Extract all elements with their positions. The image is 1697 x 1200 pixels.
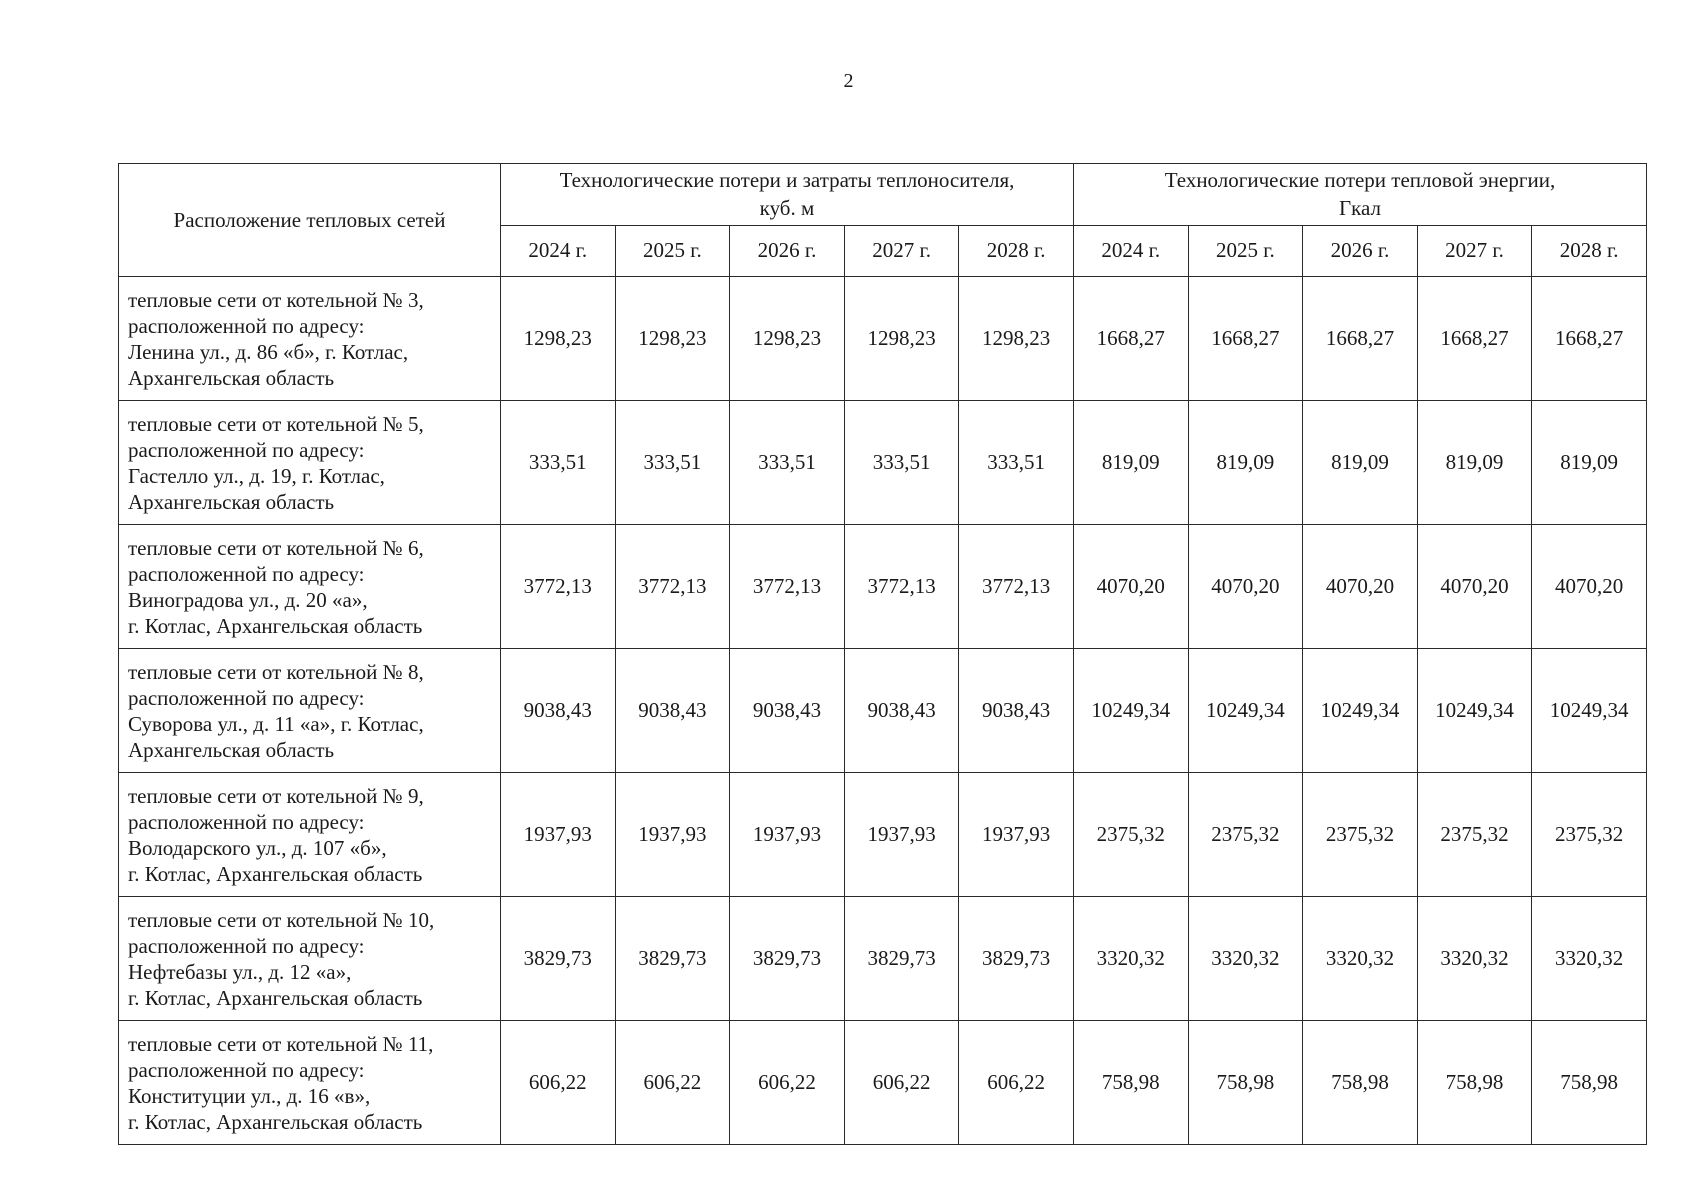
coolant-value-cell: 3829,73 [844, 897, 959, 1021]
coolant-value-cell: 1298,23 [959, 277, 1074, 401]
coolant-year-header: 2027 г. [844, 225, 959, 276]
coolant-value-cell: 1937,93 [959, 773, 1074, 897]
location-line: расположенной по адресу: [128, 437, 365, 462]
table-body [119, 277, 1647, 1145]
location-cell [119, 277, 501, 401]
heat-value-cell: 819,09 [1532, 401, 1647, 525]
heat-value-cell: 4070,20 [1188, 525, 1303, 649]
location-line: тепловые сети от котельной № 11, [128, 1031, 434, 1056]
table-row [119, 649, 1647, 773]
coolant-year-header: 2026 г. [730, 225, 845, 276]
coolant-value-cell: 9038,43 [501, 649, 616, 773]
heat-value-cell: 819,09 [1188, 401, 1303, 525]
location-line: Нефтебазы ул., д. 12 «а», [128, 959, 352, 984]
heat-losses-header [1073, 164, 1646, 226]
location-line: тепловые сети от котельной № 8, [128, 659, 424, 684]
coolant-value-cell: 3829,73 [730, 897, 845, 1021]
coolant-value-cell: 3829,73 [959, 897, 1074, 1021]
heat-value-cell: 1668,27 [1303, 277, 1418, 401]
heat-year-header: 2025 г. [1188, 225, 1303, 276]
location-line: тепловые сети от котельной № 9, [128, 783, 424, 808]
coolant-value-cell: 3772,13 [730, 525, 845, 649]
coolant-value-cell: 1298,23 [730, 277, 845, 401]
coolant-value-cell: 3772,13 [844, 525, 959, 649]
heat-value-cell: 4070,20 [1303, 525, 1418, 649]
heat-value-cell: 819,09 [1417, 401, 1532, 525]
heat-losses-header-line-1: Технологические потери тепловой энергии, [1164, 168, 1556, 193]
coolant-value-cell: 9038,43 [730, 649, 845, 773]
heat-value-cell: 4070,20 [1073, 525, 1188, 649]
heat-value-cell: 4070,20 [1417, 525, 1532, 649]
location-line: тепловые сети от котельной № 10, [128, 907, 435, 932]
coolant-value-cell: 9038,43 [844, 649, 959, 773]
location-line: расположенной по адресу: [128, 313, 365, 338]
coolant-value-cell: 1937,93 [615, 773, 730, 897]
coolant-value-cell: 1937,93 [501, 773, 616, 897]
coolant-value-cell: 606,22 [501, 1021, 616, 1145]
location-cell [119, 773, 501, 897]
heat-value-cell: 10249,34 [1188, 649, 1303, 773]
heat-value-cell: 758,98 [1417, 1021, 1532, 1145]
coolant-value-cell: 9038,43 [959, 649, 1074, 773]
heat-value-cell: 1668,27 [1532, 277, 1647, 401]
location-line: расположенной по адресу: [128, 685, 365, 710]
location-line: тепловые сети от котельной № 6, [128, 535, 424, 560]
location-line: г. Котлас, Архангельская область [128, 985, 423, 1010]
location-line: Володарского ул., д. 107 «б», [128, 835, 387, 860]
coolant-year-header: 2025 г. [615, 225, 730, 276]
coolant-value-cell: 1937,93 [844, 773, 959, 897]
coolant-value-cell: 333,51 [844, 401, 959, 525]
table-row [119, 401, 1647, 525]
location-cell [119, 1021, 501, 1145]
coolant-value-cell: 1298,23 [615, 277, 730, 401]
heat-value-cell: 3320,32 [1303, 897, 1418, 1021]
location-cell [119, 649, 501, 773]
heat-value-cell: 2375,32 [1188, 773, 1303, 897]
heat-year-header: 2027 г. [1417, 225, 1532, 276]
heat-value-cell: 2375,32 [1073, 773, 1188, 897]
location-line: г. Котлас, Архангельская область [128, 861, 423, 886]
coolant-value-cell: 606,22 [730, 1021, 845, 1145]
coolant-year-header: 2024 г. [501, 225, 616, 276]
coolant-losses-header [501, 164, 1074, 226]
location-line: Архангельская область [128, 365, 335, 390]
table-row [119, 1021, 1647, 1145]
heat-value-cell: 1668,27 [1188, 277, 1303, 401]
coolant-value-cell: 1937,93 [730, 773, 845, 897]
coolant-value-cell: 9038,43 [615, 649, 730, 773]
location-line: Гастелло ул., д. 19, г. Котлас, [128, 463, 385, 488]
heat-losses-header-line-2: Гкал [1338, 196, 1381, 221]
coolant-value-cell: 1298,23 [501, 277, 616, 401]
coolant-value-cell: 3829,73 [615, 897, 730, 1021]
table-row [119, 277, 1647, 401]
heat-value-cell: 1668,27 [1417, 277, 1532, 401]
coolant-value-cell: 3829,73 [501, 897, 616, 1021]
coolant-value-cell: 333,51 [615, 401, 730, 525]
location-cell [119, 401, 501, 525]
location-line: расположенной по адресу: [128, 1057, 365, 1082]
coolant-losses-header-line-2: куб. м [759, 196, 815, 221]
heat-year-header: 2024 г. [1073, 225, 1188, 276]
heat-value-cell: 10249,34 [1073, 649, 1188, 773]
table-row [119, 525, 1647, 649]
heat-value-cell: 758,98 [1073, 1021, 1188, 1145]
coolant-value-cell: 606,22 [844, 1021, 959, 1145]
heat-year-header: 2026 г. [1303, 225, 1418, 276]
coolant-value-cell: 333,51 [730, 401, 845, 525]
coolant-value-cell: 3772,13 [959, 525, 1074, 649]
heat-value-cell: 10249,34 [1417, 649, 1532, 773]
heat-value-cell: 819,09 [1303, 401, 1418, 525]
coolant-value-cell: 3772,13 [501, 525, 616, 649]
heat-year-header: 2028 г. [1532, 225, 1647, 276]
coolant-value-cell: 3772,13 [615, 525, 730, 649]
location-line: Конституции ул., д. 16 «в», [128, 1083, 371, 1108]
coolant-value-cell: 606,22 [959, 1021, 1074, 1145]
coolant-value-cell: 333,51 [501, 401, 616, 525]
location-line: Виноградова ул., д. 20 «а», [128, 587, 368, 612]
heat-value-cell: 4070,20 [1532, 525, 1647, 649]
page-number: 2 [843, 70, 854, 92]
location-line: расположенной по адресу: [128, 933, 365, 958]
heat-value-cell: 2375,32 [1303, 773, 1418, 897]
location-line: расположенной по адресу: [128, 809, 365, 834]
location-line: тепловые сети от котельной № 3, [128, 287, 424, 312]
heat-value-cell: 2375,32 [1532, 773, 1647, 897]
coolant-value-cell: 333,51 [959, 401, 1074, 525]
location-cell [119, 897, 501, 1021]
location-line: расположенной по адресу: [128, 561, 365, 586]
location-line: Архангельская область [128, 489, 335, 514]
location-column-header: Расположение тепловых сетей [119, 164, 501, 277]
location-line: Ленина ул., д. 86 «б», г. Котлас, [128, 339, 409, 364]
heat-value-cell: 819,09 [1073, 401, 1188, 525]
table-row [119, 897, 1647, 1021]
coolant-value-cell: 1298,23 [844, 277, 959, 401]
coolant-value-cell: 606,22 [615, 1021, 730, 1145]
heat-value-cell: 10249,34 [1303, 649, 1418, 773]
location-line: г. Котлас, Архангельская область [128, 1109, 423, 1134]
location-line: Суворова ул., д. 11 «а», г. Котлас, [128, 711, 424, 736]
location-cell [119, 525, 501, 649]
heat-losses-table [118, 163, 1647, 1145]
heat-value-cell: 758,98 [1303, 1021, 1418, 1145]
location-line: Архангельская область [128, 737, 335, 762]
heat-value-cell: 758,98 [1188, 1021, 1303, 1145]
location-line: тепловые сети от котельной № 5, [128, 411, 424, 436]
heat-value-cell: 1668,27 [1073, 277, 1188, 401]
coolant-year-header: 2028 г. [959, 225, 1074, 276]
table-row [119, 773, 1647, 897]
heat-value-cell: 758,98 [1532, 1021, 1647, 1145]
heat-value-cell: 3320,32 [1417, 897, 1532, 1021]
location-line: г. Котлас, Архангельская область [128, 613, 423, 638]
heat-value-cell: 2375,32 [1417, 773, 1532, 897]
heat-value-cell: 3320,32 [1532, 897, 1647, 1021]
coolant-losses-header-line-1: Технологические потери и затраты теплоносителя, [559, 168, 1015, 193]
heat-value-cell: 10249,34 [1532, 649, 1647, 773]
heat-value-cell: 3320,32 [1188, 897, 1303, 1021]
heat-value-cell: 3320,32 [1073, 897, 1188, 1021]
